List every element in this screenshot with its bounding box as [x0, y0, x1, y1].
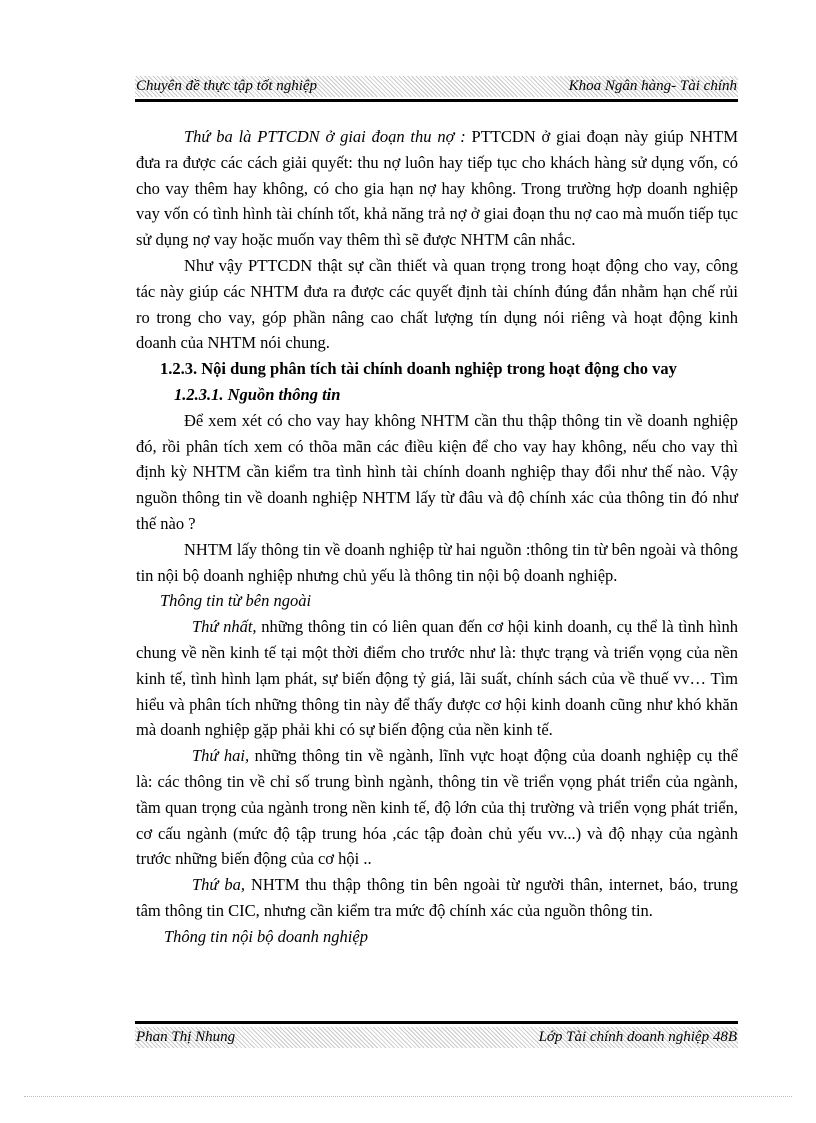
section-heading-1-2-3: 1.2.3. Nội dung phân tích tài chính doanh nghiệp trong hoạt động cho vay	[160, 359, 677, 379]
paragraph-text: NHTM thu thập thông tin bên ngoài từ người thân, internet, báo, trung tâm thông tin CIC, nhưng cần kiểm tra mức độ chính xác của nguồn thông tin.	[136, 875, 738, 920]
footer-rule	[135, 1021, 738, 1024]
page-bottom-dotted-divider	[24, 1096, 792, 1097]
paragraph-debt-collection	[136, 124, 738, 253]
header-right-text: Khoa Ngân hàng- Tài chính	[568, 78, 737, 94]
footer-right-text: Lớp Tài chính doanh nghiệp 48B	[538, 1029, 737, 1045]
section-heading-1-2-3-1: 1.2.3.1. Nguồn thông tin	[174, 384, 341, 404]
subheading-external-info: Thông tin từ bên ngoài	[160, 591, 312, 611]
paragraph-lead: Thứ ba là PTTCDN ở giai đoạn thu nợ :	[184, 127, 466, 146]
paragraph-information-sources: NHTM lấy thông tin về doanh nghiệp từ hai nguồn :thông tin từ bên ngoài và thông tin nội bộ doanh nghiệp nhưng chủ yếu là thông tin nội bộ doanh nghiệp.	[136, 539, 738, 585]
paragraph-lead: Thứ hai,	[192, 746, 250, 766]
paragraph-third	[136, 872, 738, 924]
paragraph-text: những thông tin có liên quan đến cơ hội kinh doanh, cụ thể là tình hình chung về nền kinh tế tại một thời điểm cho trước như là: thực trạng và triển vọng của nền kinh tế, tình hình lạm phát, sự biến động tỷ giá, lãi suất, chính sách của về thuế vv… Tìm hiểu và phân tích những thông tin này để thấy được cơ hội kinh doanh cũng như khó khăn mà doanh nghiệp gặp phải khi có sự biến động của nền kinh tế.	[136, 617, 738, 740]
page-body	[136, 124, 738, 950]
paragraph-first	[136, 614, 738, 743]
header-left-text: Chuyên đề thực tập tốt nghiệp	[136, 78, 318, 94]
paragraph-lead: Thứ ba,	[192, 875, 245, 895]
paragraph-text: PTTCDN ở giai đoạn này giúp NHTM đưa ra được các cách giải quyết: thu nợ luôn hay tiếp tục cho khách hàng sử dụng vốn, có cho vay thêm hay không, có cho gia hạn nợ hay không. Trong trường hợp doanh nghiệp vay vốn có tình hình tài chính tốt, khả năng trả nợ ở giai đoạn thu nợ cao mà muốn tiếp tục sử dụng nợ vay hoặc muốn vay thêm thì sẽ được NHTM cân nhắc.	[136, 127, 738, 250]
subheading-internal-info: Thông tin nội bộ doanh nghiệp	[164, 926, 368, 946]
page-header	[135, 76, 738, 97]
paragraph-second	[136, 743, 738, 872]
paragraph-text: những thông tin về ngành, lĩnh vực hoạt động của doanh nghiệp cụ thể là: các thông tin về chỉ số trung bình ngành, thông tin về triển vọng phát triển của ngành, tầm quan trọng của ngành trong nền kinh tế, độ lớn của thị trường và triển vọng phát triển, cơ cấu ngành (mức độ tập trung hóa ,các tập đoàn chủ yếu vv...) và độ nhạy của ngành trước những biến động của cơ hội ..	[136, 746, 739, 869]
paragraph-information-need: Để xem xét có cho vay hay không NHTM cần thu thập thông tin về doanh nghiệp đó, rồi phân tích xem có thõa mãn các điều kiện để cho vay hay không, nếu cho vay thì định kỳ NHTM cần kiểm tra tình hình tài chính doanh nghiệp thay đổi như thế nào. Vậy nguồn thông tin về doanh nghiệp NHTM lấy từ đâu và độ chính xác của thông tin đó như thế nào ?	[136, 410, 738, 533]
paragraph-conclusion: Như vậy PTTCDN thật sự cần thiết và quan trọng trong hoạt động cho vay, công tác này giúp các NHTM đưa ra được các quyết định tài chính đúng đắn nhằm hạn chế rủi ro trong cho vay, góp phần nâng cao chất lượng tín dụng nói riêng và hoạt động kinh doanh của NHTM nói chung.	[136, 255, 738, 353]
footer-left-text: Phan Thị Nhung	[136, 1029, 236, 1045]
header-rule	[135, 99, 738, 102]
paragraph-lead: Thứ nhất,	[192, 617, 257, 637]
page-footer	[135, 1027, 738, 1048]
